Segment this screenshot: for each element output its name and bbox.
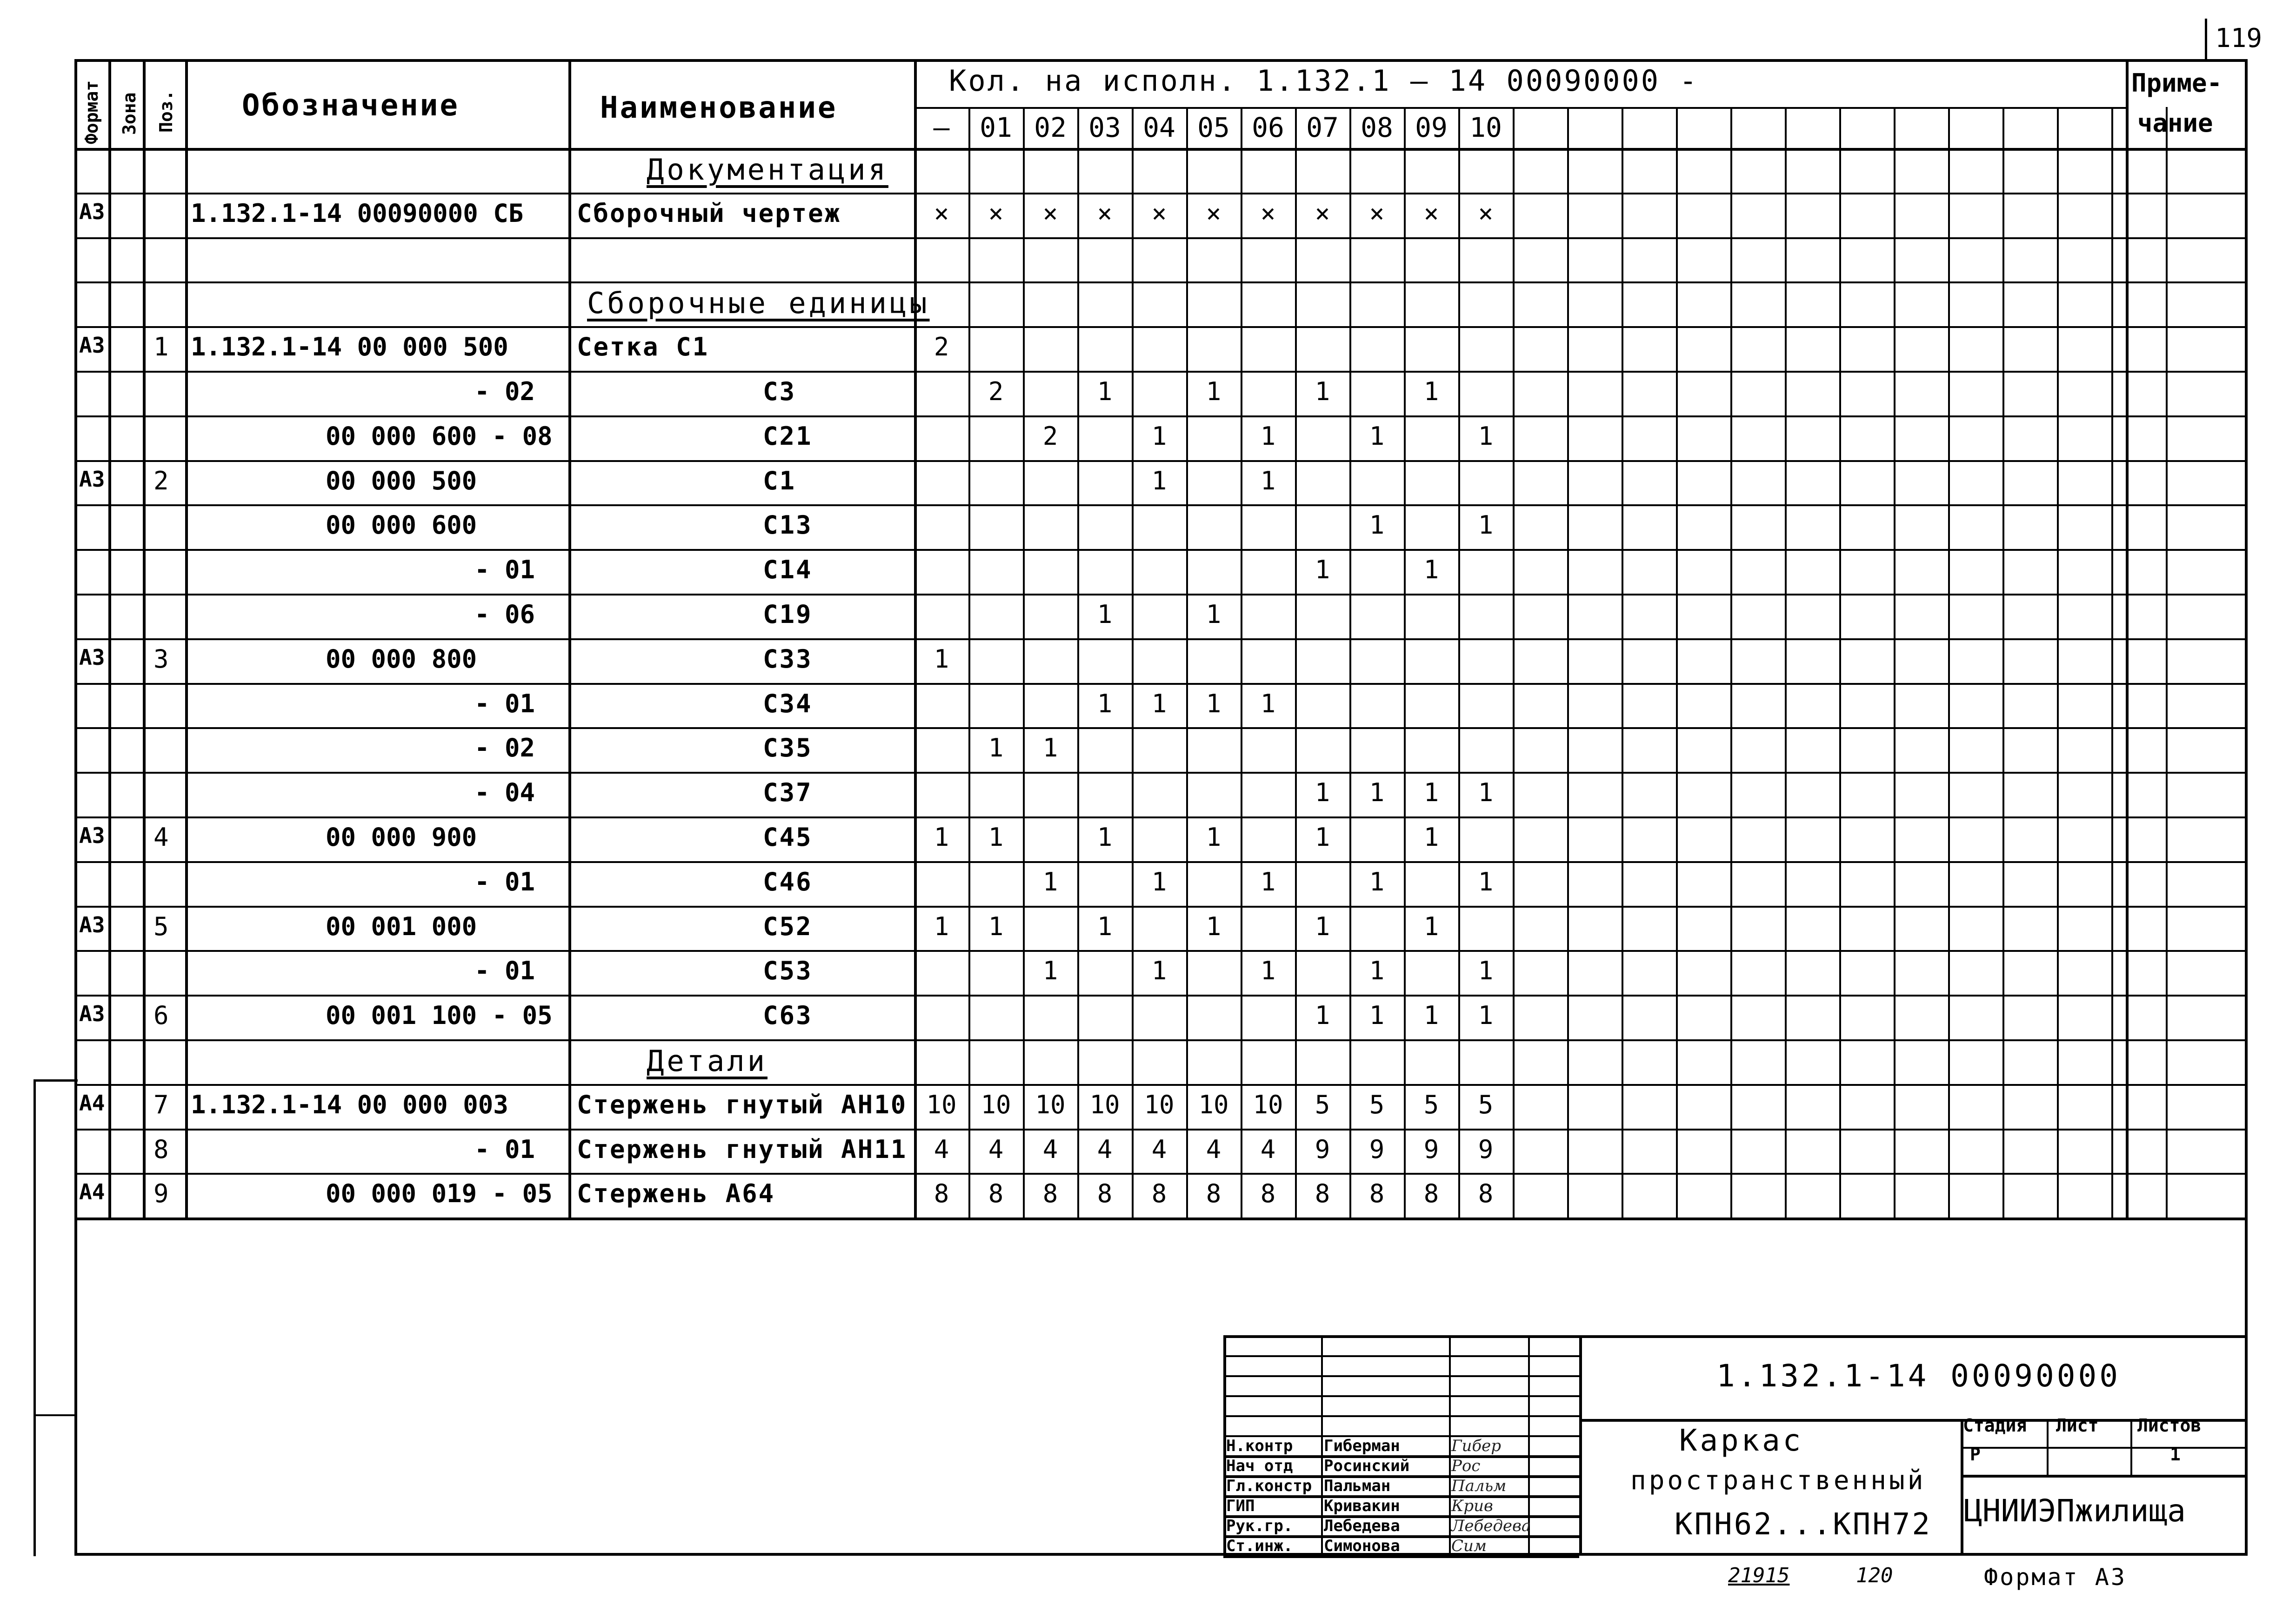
row-designation: 00 000 500 xyxy=(326,466,477,495)
grid-hline xyxy=(74,460,2248,462)
grid-vline xyxy=(1839,107,1841,1218)
row-position: 1 xyxy=(154,332,169,362)
qty-cell: 10 xyxy=(1198,1090,1229,1119)
grid-hline xyxy=(1961,1475,2248,1478)
row-format: А3 xyxy=(79,1001,105,1027)
row-name: С35 xyxy=(763,733,813,763)
qty-cell: 4 xyxy=(1206,1134,1221,1164)
qty-cell: 8 xyxy=(934,1179,949,1209)
qty-cell: 1 xyxy=(1042,867,1058,896)
row-name: С21 xyxy=(763,421,813,451)
grid-hline xyxy=(914,107,2126,109)
signer-name: Симонова xyxy=(1324,1537,1400,1555)
sheet-number: 119 xyxy=(2215,23,2263,54)
variant-header: 10 xyxy=(1469,112,1502,143)
qty-cell: × xyxy=(1097,198,1113,228)
grid-hline xyxy=(74,816,2248,818)
binding-tick xyxy=(33,1414,75,1416)
signer-name: Гиберман xyxy=(1324,1437,1400,1455)
qty-cell: 8 xyxy=(1206,1179,1221,1209)
row-name: Сетка С1 xyxy=(577,332,709,362)
qty-cell: 8 xyxy=(1478,1179,1494,1209)
qty-cell: 1 xyxy=(1315,377,1330,406)
variant-header: 04 xyxy=(1143,112,1175,143)
signature: Лебедева xyxy=(1451,1517,1531,1535)
qty-cell: 1 xyxy=(1260,867,1276,896)
qty-cell: 1 xyxy=(1097,689,1113,718)
sheets-value: 1 xyxy=(2170,1444,2181,1465)
qty-cell: 1 xyxy=(1478,1001,1494,1030)
signer-role: Рук.гр. xyxy=(1226,1517,1293,1535)
header-qty-title: Кол. на исполн. 1.132.1 — 14 00090000 - xyxy=(949,64,1699,98)
qty-cell: 8 xyxy=(1260,1179,1276,1209)
variant-header: 05 xyxy=(1197,112,1230,143)
signer-name: Пальман xyxy=(1324,1477,1391,1495)
row-format: А4 xyxy=(79,1090,105,1116)
signature: Гибер xyxy=(1451,1437,1502,1455)
row-position: 3 xyxy=(154,644,169,674)
qty-cell: 1 xyxy=(1478,421,1494,451)
qty-cell: 2 xyxy=(988,377,1004,406)
grid-vline xyxy=(1321,1335,1323,1556)
grid-vline xyxy=(1961,1419,1963,1556)
qty-cell: 1 xyxy=(1423,823,1439,852)
signature: Крив xyxy=(1451,1497,1493,1515)
qty-cell: 1 xyxy=(1042,733,1058,763)
header-note-2: чание xyxy=(2137,108,2213,138)
qty-cell: 1 xyxy=(1369,956,1385,986)
qty-cell: 1 xyxy=(1206,689,1221,718)
grid-hline xyxy=(1223,1555,1579,1558)
grid-vline xyxy=(1676,107,1678,1218)
qty-cell: 9 xyxy=(1423,1134,1439,1164)
row-designation: - 02 xyxy=(474,377,535,406)
grid-hline xyxy=(74,193,2248,194)
qty-cell: 1 xyxy=(1315,1001,1330,1030)
row-designation: - 01 xyxy=(474,867,535,896)
row-designation: 00 001 000 xyxy=(326,911,477,941)
grid-vline xyxy=(1458,107,1460,1218)
row-designation: 1.132.1-14 00090000 СБ xyxy=(191,198,524,228)
qty-cell: 1 xyxy=(1097,377,1113,406)
grid-vline xyxy=(1513,107,1515,1218)
qty-cell: 9 xyxy=(1478,1134,1494,1164)
grid-vline xyxy=(2047,1419,2049,1475)
grid-hline xyxy=(1223,1335,2248,1338)
row-name: С63 xyxy=(763,1001,813,1030)
grid-hline xyxy=(74,371,2248,373)
qty-cell: × xyxy=(1260,198,1276,228)
qty-cell: 1 xyxy=(1478,510,1494,540)
row-position: 4 xyxy=(154,823,169,852)
grid-hline xyxy=(1223,1355,1579,1357)
qty-cell: × xyxy=(1423,198,1439,228)
qty-cell: 1 xyxy=(1369,510,1385,540)
grid-hline xyxy=(1223,1495,1579,1498)
grid-vline xyxy=(2057,107,2059,1218)
signer-role: Н.контр xyxy=(1226,1437,1293,1455)
row-designation: 00 000 600 - 08 xyxy=(326,421,553,451)
qty-cell: 8 xyxy=(1315,1179,1330,1209)
grid-hline xyxy=(74,727,2248,729)
grid-hline xyxy=(74,549,2248,551)
qty-cell: 4 xyxy=(988,1134,1004,1164)
row-name: Сборочный чертеж xyxy=(577,198,841,228)
qty-cell: 10 xyxy=(1089,1090,1120,1119)
qty-cell: × xyxy=(1369,198,1385,228)
grid-hline xyxy=(1223,1395,1579,1397)
qty-cell: 1 xyxy=(1315,911,1330,941)
qty-cell: 8 xyxy=(1423,1179,1439,1209)
qty-cell: 1 xyxy=(1151,689,1167,718)
qty-cell: 1 xyxy=(1423,1001,1439,1030)
qty-cell: 1 xyxy=(1369,1001,1385,1030)
signer-role: Нач отд xyxy=(1226,1457,1293,1475)
signer-name: Росинский xyxy=(1324,1457,1410,1475)
signature: Сим xyxy=(1451,1537,1487,1555)
variant-header: — xyxy=(933,112,950,143)
grid-vline xyxy=(2166,107,2168,1218)
qty-cell: 1 xyxy=(1151,466,1167,495)
row-name: Стержень А64 xyxy=(577,1179,775,1209)
qty-cell: 10 xyxy=(1144,1090,1175,1119)
row-name: С33 xyxy=(763,644,813,674)
qty-cell: × xyxy=(988,198,1004,228)
row-position: 5 xyxy=(154,911,169,941)
title-line-3: КПН62...КПН72 xyxy=(1675,1507,1932,1542)
variant-header: 01 xyxy=(980,112,1012,143)
row-name: С53 xyxy=(763,956,813,986)
qty-cell: × xyxy=(934,198,949,228)
row-designation: 00 000 600 xyxy=(326,510,477,540)
row-designation: 00 000 019 - 05 xyxy=(326,1179,553,1209)
qty-cell: 1 xyxy=(1478,867,1494,896)
header-note-1: Приме- xyxy=(2131,68,2223,98)
qty-cell: 1 xyxy=(988,911,1004,941)
row-position: 2 xyxy=(154,466,169,495)
grid-hline xyxy=(74,1173,2248,1175)
qty-cell: 5 xyxy=(1478,1090,1494,1119)
variant-header: 07 xyxy=(1306,112,1339,143)
grid-vline xyxy=(1449,1335,1451,1556)
variant-header: 08 xyxy=(1361,112,1393,143)
drawing-frame xyxy=(74,59,2248,1556)
grid-vline xyxy=(2130,1419,2132,1475)
qty-cell: 1 xyxy=(1206,911,1221,941)
qty-cell: 1 xyxy=(1151,956,1167,986)
grid-hline xyxy=(74,415,2248,417)
signer-role: Ст.инж. xyxy=(1226,1537,1293,1555)
grid-vline xyxy=(1023,107,1025,1218)
qty-cell: 1 xyxy=(1097,911,1113,941)
signature: Пальм xyxy=(1451,1477,1507,1495)
grid-vline xyxy=(1132,107,1134,1218)
qty-cell: × xyxy=(1042,198,1058,228)
footer-num-2: 120 xyxy=(1856,1564,1893,1587)
grid-vline xyxy=(1894,107,1896,1218)
row-name: С34 xyxy=(763,689,813,718)
grid-vline xyxy=(1730,107,1732,1218)
qty-cell: 1 xyxy=(934,823,949,852)
variant-header: 06 xyxy=(1252,112,1284,143)
qty-cell: 10 xyxy=(926,1090,957,1119)
title-line-1: Каркас xyxy=(1679,1424,1804,1458)
row-name: С37 xyxy=(763,778,813,808)
qty-cell: × xyxy=(1206,198,1221,228)
grid-hline xyxy=(1223,1375,1579,1377)
qty-cell: 1 xyxy=(1315,778,1330,808)
stage-label: Стадия xyxy=(1963,1415,2027,1436)
qty-cell: 1 xyxy=(1151,867,1167,896)
row-format: А3 xyxy=(79,199,105,224)
grid-hline xyxy=(74,861,2248,863)
qty-cell: 1 xyxy=(1260,956,1276,986)
row-format: А3 xyxy=(79,912,105,937)
qty-cell: 1 xyxy=(1478,778,1494,808)
qty-cell: 9 xyxy=(1369,1134,1385,1164)
row-designation: 00 001 100 - 05 xyxy=(326,1001,553,1030)
qty-cell: 2 xyxy=(934,332,949,362)
qty-cell: 5 xyxy=(1423,1090,1439,1119)
header-format: Формат xyxy=(81,80,102,144)
signer-name: Кривакин xyxy=(1324,1497,1400,1515)
row-designation: - 06 xyxy=(474,600,535,629)
grid-hline xyxy=(74,950,2248,952)
qty-cell: 1 xyxy=(1097,823,1113,852)
qty-cell: 8 xyxy=(1151,1179,1167,1209)
row-designation: 1.132.1-14 00 000 500 xyxy=(191,332,508,362)
format-label: Формат А3 xyxy=(1984,1564,2127,1591)
qty-cell: 1 xyxy=(1260,466,1276,495)
title-line-2: пространственный xyxy=(1630,1465,1926,1496)
grid-hline xyxy=(74,1129,2248,1131)
grid-hline xyxy=(74,594,2248,595)
row-format: А3 xyxy=(79,333,105,358)
qty-cell: 1 xyxy=(1206,377,1221,406)
qty-cell: 1 xyxy=(988,733,1004,763)
row-name: С45 xyxy=(763,823,813,852)
header-designation: Обозначение xyxy=(242,88,460,123)
qty-cell: 9 xyxy=(1315,1134,1330,1164)
qty-cell: 1 xyxy=(1423,778,1439,808)
organization: ЦНИИЭПжилища xyxy=(1964,1493,2186,1529)
row-format: А3 xyxy=(79,466,105,492)
grid-hline xyxy=(74,1039,2248,1041)
qty-cell: 4 xyxy=(1097,1134,1113,1164)
row-designation: - 01 xyxy=(474,689,535,718)
grid-hline xyxy=(1223,1415,1579,1417)
grid-vline xyxy=(2002,107,2004,1218)
grid-hline xyxy=(74,326,2248,328)
qty-cell: 1 xyxy=(1042,956,1058,986)
sheet-label: Лист xyxy=(2056,1415,2099,1436)
qty-cell: 1 xyxy=(934,644,949,674)
grid-vline xyxy=(1579,1335,1582,1556)
grid-vline xyxy=(1349,107,1351,1218)
qty-cell: 4 xyxy=(934,1134,949,1164)
grid-hline xyxy=(74,995,2248,997)
row-designation: - 01 xyxy=(474,555,535,585)
row-name: С13 xyxy=(763,510,813,540)
row-designation: 1.132.1-14 00 000 003 xyxy=(191,1090,508,1119)
grid-hline xyxy=(74,1218,2248,1220)
qty-cell: 1 xyxy=(1097,600,1113,629)
qty-cell: 10 xyxy=(981,1090,1011,1119)
grid-vline xyxy=(1622,107,1623,1218)
grid-hline xyxy=(74,906,2248,908)
grid-vline xyxy=(1295,107,1297,1218)
grid-hline xyxy=(74,504,2248,506)
grid-hline xyxy=(74,1084,2248,1086)
qty-cell: 4 xyxy=(1260,1134,1276,1164)
row-format: А4 xyxy=(79,1179,105,1205)
qty-cell: 8 xyxy=(1042,1179,1058,1209)
qty-cell: 1 xyxy=(1478,956,1494,986)
header-zone: Зона xyxy=(119,92,140,135)
qty-cell: 1 xyxy=(1369,867,1385,896)
variant-header: 02 xyxy=(1034,112,1067,143)
row-designation: 00 000 800 xyxy=(326,644,477,674)
stage-value: Р xyxy=(1970,1444,1981,1465)
qty-cell: 2 xyxy=(1042,421,1058,451)
row-designation: - 04 xyxy=(474,778,535,808)
row-name: С1 xyxy=(763,466,796,495)
grid-vline xyxy=(1404,107,1406,1218)
row-designation: - 01 xyxy=(474,956,535,986)
qty-cell: × xyxy=(1151,198,1167,228)
row-name: С52 xyxy=(763,911,813,941)
qty-cell: 1 xyxy=(1369,421,1385,451)
grid-hline xyxy=(74,772,2248,774)
grid-hline xyxy=(74,281,2248,283)
qty-cell: 1 xyxy=(1206,600,1221,629)
sheets-label: Листов xyxy=(2137,1415,2202,1436)
row-name: С46 xyxy=(763,867,813,896)
row-designation: 00 000 900 xyxy=(326,823,477,852)
qty-cell: 1 xyxy=(1151,421,1167,451)
row-designation: - 02 xyxy=(474,733,535,763)
qty-cell: 1 xyxy=(1423,555,1439,585)
variant-header: 09 xyxy=(1415,112,1448,143)
qty-cell: 1 xyxy=(1315,555,1330,585)
grid-hline xyxy=(74,237,2248,239)
qty-cell: 4 xyxy=(1042,1134,1058,1164)
qty-cell: 8 xyxy=(1369,1179,1385,1209)
doc-code: 1.132.1-14 00090000 xyxy=(1716,1358,2121,1394)
qty-cell: 10 xyxy=(1035,1090,1066,1119)
row-position: 6 xyxy=(154,1001,169,1030)
qty-cell: 5 xyxy=(1369,1090,1385,1119)
qty-cell: 1 xyxy=(934,911,949,941)
grid-vline xyxy=(1077,107,1079,1218)
row-name: С3 xyxy=(763,377,796,406)
qty-cell: 10 xyxy=(1253,1090,1283,1119)
row-position: 8 xyxy=(154,1134,169,1164)
qty-cell: 5 xyxy=(1315,1090,1330,1119)
qty-cell: 1 xyxy=(1260,689,1276,718)
qty-cell: 1 xyxy=(1369,778,1385,808)
grid-hline xyxy=(1961,1447,2248,1449)
grid-hline xyxy=(74,148,2248,151)
row-name: Стержень гнутый АН10 xyxy=(577,1090,908,1119)
grid-vline xyxy=(1241,107,1242,1218)
header-pos: Поз. xyxy=(156,90,176,133)
binding-margin xyxy=(33,1079,78,1556)
signer-name: Лебедева xyxy=(1324,1517,1400,1535)
signature: Рос xyxy=(1451,1457,1481,1475)
grid-hline xyxy=(74,683,2248,685)
qty-cell: 1 xyxy=(1315,823,1330,852)
header-name: Наименование xyxy=(600,91,838,125)
qty-cell: 1 xyxy=(1423,911,1439,941)
qty-cell: 8 xyxy=(1097,1179,1113,1209)
grid-hline xyxy=(74,638,2248,640)
qty-cell: × xyxy=(1315,198,1330,228)
qty-cell: 4 xyxy=(1151,1134,1167,1164)
section-title: Документация xyxy=(647,153,888,187)
qty-cell: 1 xyxy=(988,823,1004,852)
grid-vline xyxy=(968,107,970,1218)
signer-role: ГИП xyxy=(1226,1497,1255,1515)
qty-cell: × xyxy=(1478,198,1494,228)
qty-cell: 1 xyxy=(1260,421,1276,451)
grid-vline xyxy=(2111,107,2113,1218)
signer-role: Гл.констр xyxy=(1226,1477,1312,1495)
grid-vline xyxy=(1186,107,1188,1218)
variant-header: 03 xyxy=(1088,112,1121,143)
row-name: Стержень гнутый АН11 xyxy=(577,1134,908,1164)
qty-cell: 1 xyxy=(1423,377,1439,406)
grid-vline xyxy=(1567,107,1569,1218)
section-title: Детали xyxy=(647,1044,768,1078)
row-format: А3 xyxy=(79,644,105,670)
row-name: С14 xyxy=(763,555,813,585)
qty-cell: 1 xyxy=(1206,823,1221,852)
grid-vline xyxy=(1785,107,1787,1218)
grid-vline xyxy=(1948,107,1950,1218)
row-name: С19 xyxy=(763,600,813,629)
footer-num-1: 21915 xyxy=(1728,1564,1790,1587)
row-position: 7 xyxy=(154,1090,169,1119)
row-designation: - 01 xyxy=(474,1134,535,1164)
qty-cell: 8 xyxy=(988,1179,1004,1209)
row-position: 9 xyxy=(154,1179,169,1209)
section-title: Сборочные единицы xyxy=(587,286,930,321)
row-format: А3 xyxy=(79,823,105,848)
